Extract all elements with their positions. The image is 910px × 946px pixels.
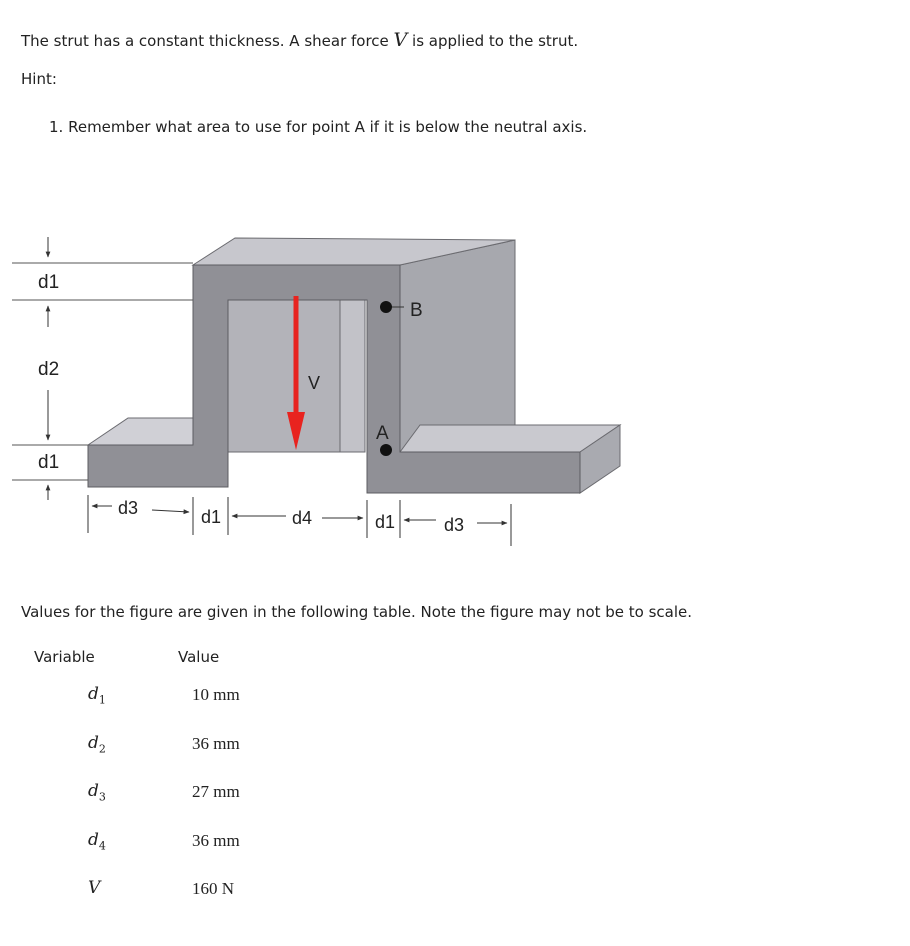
- values-table: [20, 643, 240, 914]
- value-cell: 27 mm: [192, 782, 240, 802]
- force-symbol: V: [393, 29, 408, 51]
- variable-cell: [20, 865, 164, 914]
- point-B-marker: [380, 301, 392, 313]
- table-row: [20, 768, 240, 817]
- label-V: V: [308, 373, 321, 393]
- value-cell: 160 N: [192, 879, 235, 899]
- variable-cell: [20, 768, 164, 817]
- variable-symbol: d: [88, 684, 99, 705]
- table-row: [20, 817, 240, 866]
- value-cell: 36 mm: [192, 733, 240, 753]
- variable-symbol: d: [88, 829, 99, 850]
- value-cell: 10 mm: [192, 685, 240, 705]
- hint-text: Remember what area to use for point A if it is below the neutral axis.: [68, 118, 588, 136]
- label-d1-right: d1: [375, 512, 396, 532]
- label-d3-left: d3: [118, 498, 139, 518]
- label-d3-right: d3: [444, 515, 465, 535]
- variable-cell: [20, 671, 164, 720]
- point-A-marker: [380, 444, 392, 456]
- left-base-top-face: [88, 418, 193, 445]
- variable-subscript: 1: [98, 693, 106, 707]
- hint-number: 1.: [49, 118, 64, 136]
- variable-cell: [20, 720, 164, 769]
- label-d2: d2: [38, 359, 60, 380]
- variable-subscript: 3: [98, 790, 106, 804]
- right-wall-face: [400, 240, 515, 452]
- strut-figure: [0, 160, 660, 560]
- header-variable: Variable: [34, 648, 95, 666]
- table-intro: Values for the figure are given in the following table. Note the figure may not be to scale.: [21, 603, 693, 621]
- label-A: A: [376, 423, 389, 444]
- label-d4: d4: [292, 508, 313, 528]
- hint-label: Hint:: [21, 70, 57, 88]
- value-cell: 36 mm: [192, 830, 240, 850]
- inner-left-wall: [228, 300, 340, 452]
- statement-prefix: The strut has a constant thickness. A shear force: [21, 32, 394, 50]
- statement-suffix: is applied to the strut.: [407, 32, 579, 50]
- label-d1-bottom: d1: [38, 452, 60, 473]
- table-row: [20, 720, 240, 769]
- table-row: [20, 671, 240, 720]
- variable-cell: [20, 817, 164, 866]
- table-row: [20, 865, 240, 914]
- variable-symbol: d: [88, 732, 99, 753]
- header-value: Value: [178, 648, 220, 666]
- label-d1-top: d1: [38, 272, 60, 293]
- label-B: B: [410, 300, 423, 321]
- d3-left-arrow-b: [152, 510, 189, 512]
- inner-gap-face: [340, 298, 365, 452]
- label-d1-left: d1: [201, 507, 222, 527]
- variable-subscript: 4: [98, 838, 106, 852]
- variable-subscript: 2: [98, 741, 106, 755]
- problem-statement: [21, 30, 578, 51]
- table-header-row: [20, 643, 240, 671]
- hint-item-1: [49, 117, 587, 137]
- variable-symbol: V: [88, 878, 101, 899]
- variable-symbol: d: [88, 781, 99, 802]
